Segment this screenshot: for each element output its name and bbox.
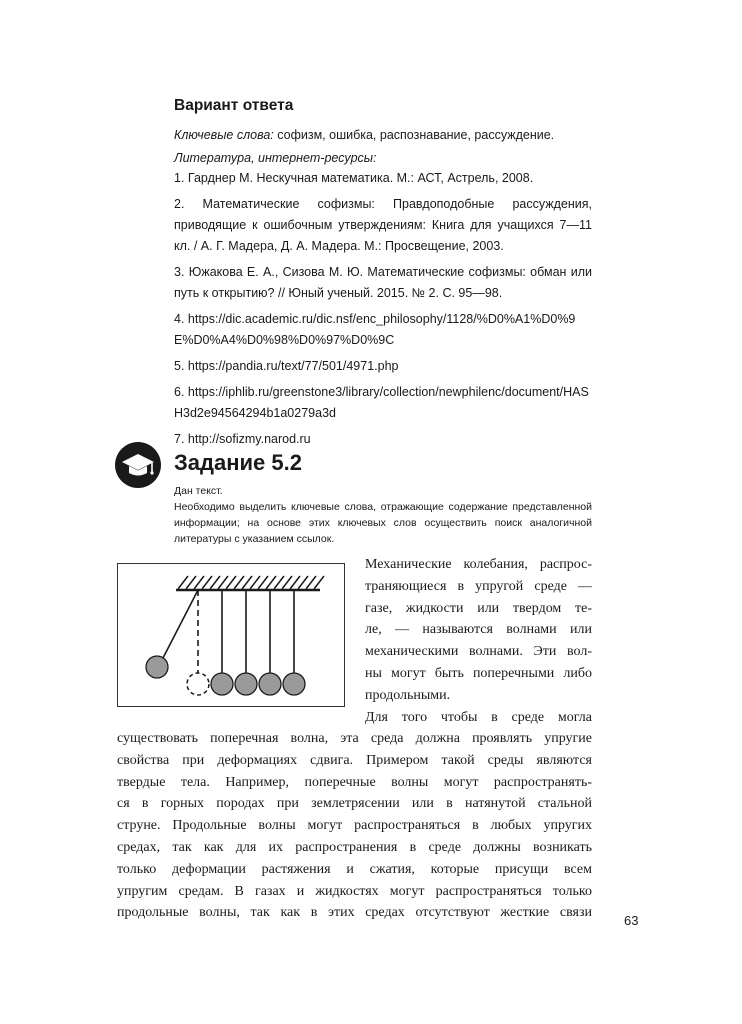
text-line: ся в горных породах при землетрясении или в натянутой стальной — [117, 796, 592, 812]
literature-item: 1. Гарднер М. Нескучная математика. М.: АСТ, Астрель, 2008. — [174, 171, 534, 185]
text-line: упругим средам. В газах и жидкостях могут распространяться только — [117, 883, 592, 899]
task-instruction: Необходимо выделить ключевые слова, отражающие содержание представленной информации; на основе этих ключевых слов осуществить поиск аналогичной литературы с указанием ссылок. — [174, 501, 592, 545]
keywords-value: софизм, ошибка, распознавание, рассуждение. — [277, 128, 555, 142]
literature-item: 4. https://dic.academic.ru/dic.nsf/enc_philosophy/1128/%D0%A1%D0%9E%D0%A4%D0%98%D0%97%D0%9C — [174, 312, 576, 347]
literature-item: 7. http://sofizmy.narod.ru — [174, 432, 311, 446]
task-title: Задание 5.2 — [174, 450, 302, 475]
keywords-label: Ключевые слова: — [174, 128, 274, 142]
literature-item: 5. https://pandia.ru/text/77/501/4971.php — [174, 359, 399, 373]
text-line: продольные волны, так как в этих средах отсутствуют жесткие связи — [117, 905, 592, 921]
text-line: Для того чтобы в среде могла — [365, 709, 592, 725]
literature-label — [174, 150, 376, 166]
answer-heading: Вариант ответа — [174, 97, 294, 114]
text-line: существовать поперечная волна, эта среда должна проявлять упругие — [117, 731, 592, 746]
text-line: Механические колебания, распрос- — [365, 557, 592, 572]
task-given: Дан текст. — [174, 485, 223, 497]
text-line: свойства при деформациях сдвига. Примером такой среды являются — [117, 752, 592, 768]
body-paragraph-full — [117, 728, 592, 924]
literature-list — [174, 168, 592, 450]
text-line: газе, жидкости или твердом те- — [365, 600, 592, 616]
literature-label-text: Литература, интернет-ресурсы: — [174, 151, 377, 165]
text-line: продольными. — [365, 687, 451, 703]
body-paragraph-right — [365, 554, 592, 728]
text-line: ны могут быть поперечными либо — [365, 665, 592, 681]
newtons-cradle-figure — [117, 563, 345, 707]
text-line: средах, так как для их распространения в среде должны возникать — [117, 839, 592, 855]
text-line: механическими волнами. Эти вол- — [365, 644, 592, 660]
text-line: струне. Продольные волны могут распространяться в любых упругих — [117, 818, 592, 834]
keywords-line — [174, 127, 554, 143]
literature-item: 2. Математические софизмы: Правдоподобные рассуждения, приводящие к ошибочным утверждениям: Книга для учащихся 7—11 кл. / А. Г. Мадера, Д. А. Мадера. М.: Просвещение, 2003. — [174, 197, 592, 253]
text-line: ле, — называются волнами или — [365, 622, 592, 638]
text-line: твердые тела. Например, поперечные волны могут распространять- — [117, 774, 592, 790]
page-number: 63 — [624, 913, 639, 928]
graduation-cap-icon — [114, 441, 162, 489]
text-line: только деформации растяжения и сжатия, которые присущи всем — [117, 861, 592, 877]
text-line: траняющиеся в упругой среде — — [365, 578, 592, 594]
literature-item: 3. Южакова Е. А., Сизова М. Ю. Математические софизмы: обман или путь к открытию? // Юный ученый. 2015. № 2. С. 95—98. — [174, 265, 592, 300]
literature-item: 6. https://iphlib.ru/greenstone3/library/collection/newphilenc/document/HASH3d2e94564294b1a0279a3d — [174, 385, 589, 420]
